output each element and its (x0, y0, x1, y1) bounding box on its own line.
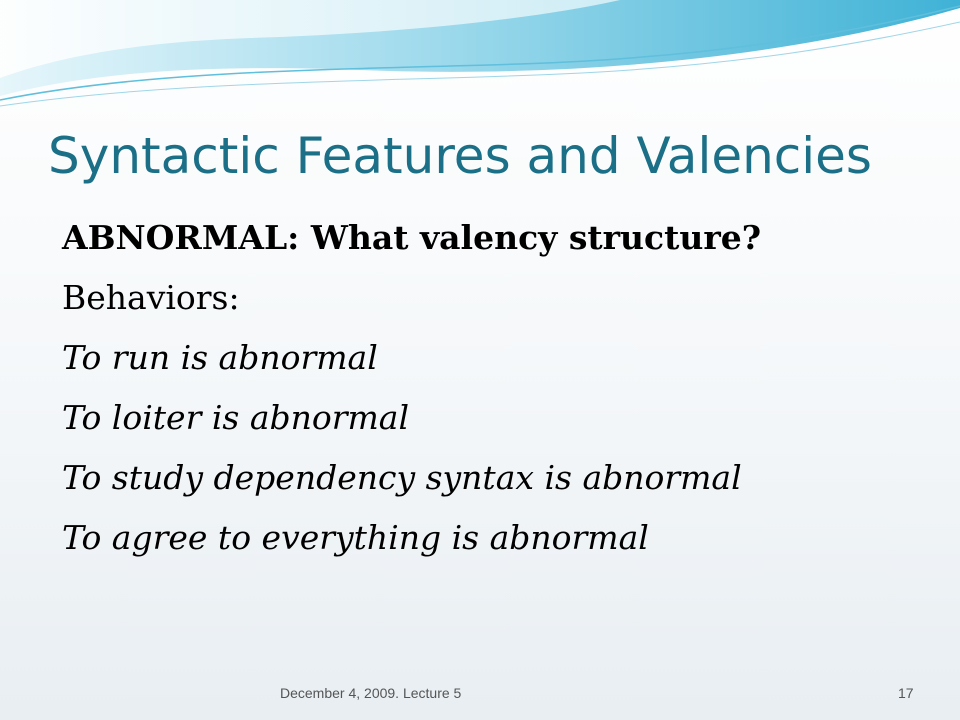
body-line-behaviors: Behaviors: (62, 278, 240, 317)
header-wave-decoration (0, 0, 960, 120)
body-line-example: To agree to everything is abnormal (62, 518, 649, 557)
slide-title: Syntactic Features and Valencies (48, 127, 872, 185)
slide-body (62, 208, 922, 568)
page-number: 17 (898, 685, 914, 701)
body-line-example: To run is abnormal (62, 338, 378, 377)
body-line-example: To loiter is abnormal (62, 398, 410, 437)
body-line-heading: ABNORMAL: What valency structure? (62, 218, 762, 257)
slide-footer: December 4, 2009. Lecture 5 (280, 685, 462, 701)
body-line-example: To study dependency syntax is abnormal (62, 458, 742, 497)
